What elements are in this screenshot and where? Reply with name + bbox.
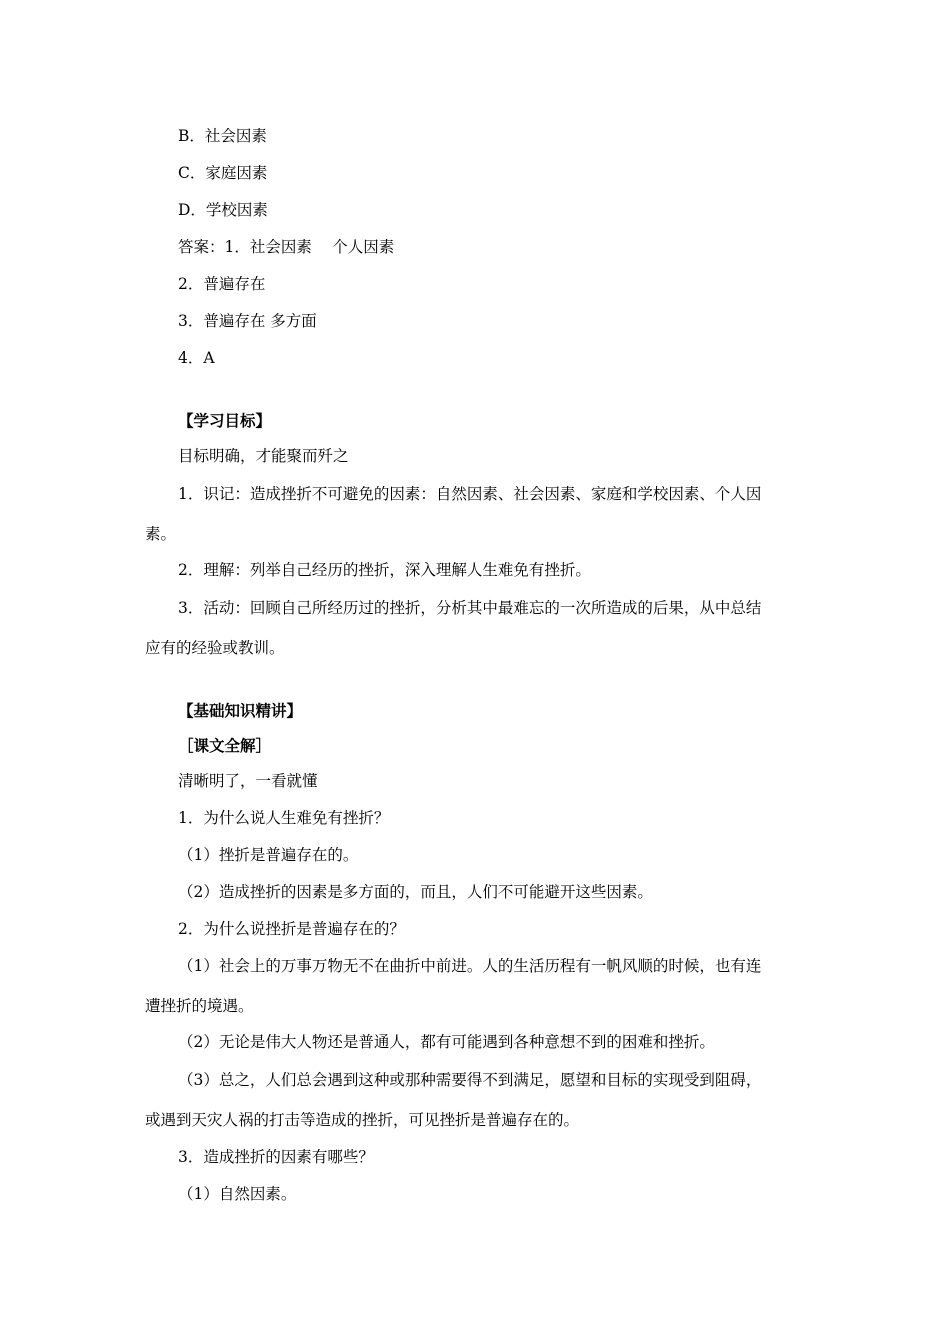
quiz-option-b: B．社会因素 xyxy=(178,127,267,145)
question-2-point-2: （2）无论是伟大人物还是普通人，都有可能遇到各种意想不到的困难和挫折。 xyxy=(178,1033,715,1051)
basics-subheading: ［课文全解］ xyxy=(178,736,272,755)
answer-line-4: 4．A xyxy=(178,349,215,367)
goals-heading: 【学习目标】 xyxy=(178,411,272,430)
goal-item-3: 3．活动：回顾自己所经历过的挫折，分析其中最难忘的一次所造成的后果，从中总结 xyxy=(178,599,762,617)
goal-item-1-cont: 素。 xyxy=(145,525,177,543)
question-2: 2．为什么说挫折是普遍存在的？ xyxy=(178,920,405,938)
goal-item-1: 1．识记：造成挫折不可避免的因素：自然因素、社会因素、家庭和学校因素、个人因 xyxy=(178,485,762,503)
question-2-point-3: （3）总之，人们总会遇到这种或那种需要得不到满足，愿望和目标的实现受到阻碍， xyxy=(178,1071,762,1089)
quiz-option-d: D．学校因素 xyxy=(178,201,268,219)
question-3: 3．造成挫折的因素有哪些？ xyxy=(178,1148,374,1166)
answer-line-2: 2．普遍存在 xyxy=(178,275,266,293)
quiz-option-c: C．家庭因素 xyxy=(178,164,268,182)
question-3-point-1: （1）自然因素。 xyxy=(178,1185,297,1203)
answer-line-3: 3．普遍存在 多方面 xyxy=(178,312,317,330)
goals-slogan: 目标明确，才能聚而歼之 xyxy=(178,447,349,465)
question-1: 1．为什么说人生难免有挫折？ xyxy=(178,809,390,827)
question-2-point-3-cont: 或遇到天灾人祸的打击等造成的挫折，可见挫折是普遍存在的。 xyxy=(145,1111,580,1129)
basics-heading: 【基础知识精讲】 xyxy=(178,701,303,720)
basics-slogan: 清晰明了，一看就懂 xyxy=(178,772,318,790)
question-1-point-2: （2）造成挫折的因素是多方面的，而且，人们不可能避开这些因素。 xyxy=(178,883,653,901)
goal-item-2: 2．理解：列举自己经历的挫折，深入理解人生难免有挫折。 xyxy=(178,561,591,579)
question-2-point-1: （1）社会上的万事万物无不在曲折中前进。人的生活历程有一帆风顺的时候，也有连 xyxy=(178,957,762,975)
goal-item-3-cont: 应有的经验或教训。 xyxy=(145,639,285,657)
answer-line-1: 答案：1．社会因素 个人因素 xyxy=(178,238,395,256)
question-1-point-1: （1）挫折是普遍存在的。 xyxy=(178,846,359,864)
question-2-point-1-cont: 遭挫折的境遇。 xyxy=(145,997,254,1015)
